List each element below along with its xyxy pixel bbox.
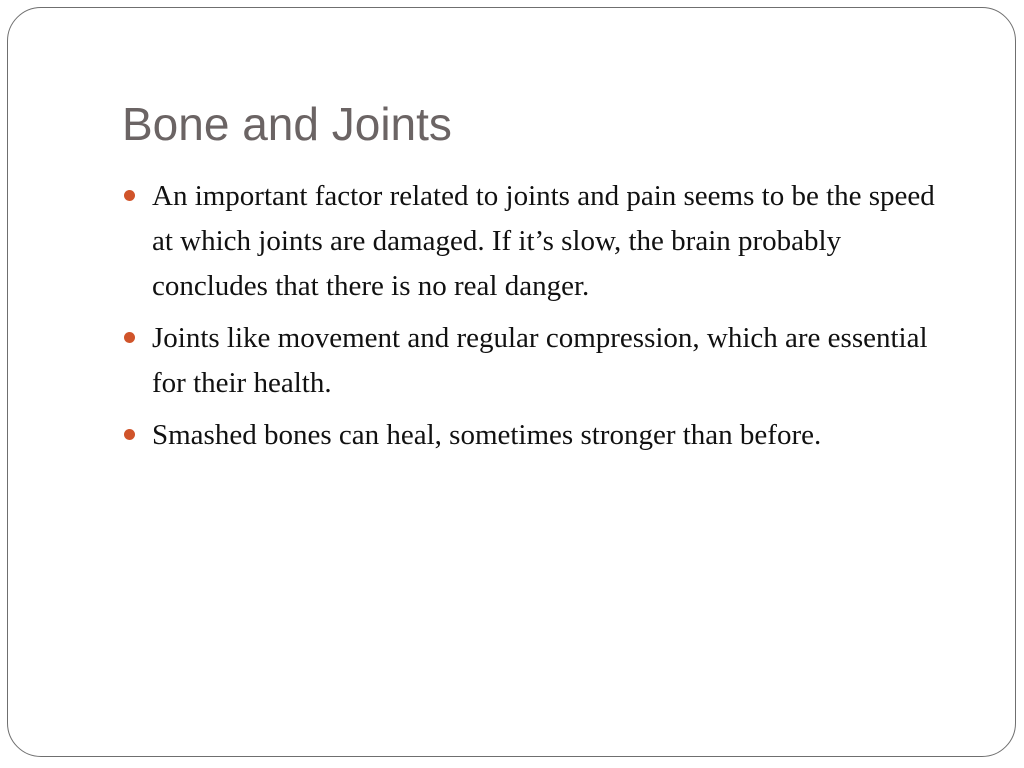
- bullet-item: [124, 413, 954, 458]
- bullet-dot-icon: [124, 332, 135, 343]
- bullet-text: Joints like movement and regular compression, which are essential for their health.: [152, 322, 928, 399]
- slide-title: Bone and Joints: [122, 98, 452, 150]
- bullet-item: [124, 174, 954, 309]
- bullet-dot-icon: [124, 429, 135, 440]
- slide-frame: [7, 7, 1016, 757]
- bullet-list: [124, 174, 954, 465]
- bullet-dot-icon: [124, 190, 135, 201]
- bullet-text: Smashed bones can heal, sometimes stronger than before.: [152, 419, 822, 451]
- bullet-item: [124, 316, 954, 406]
- bullet-text: An important factor related to joints and pain seems to be the speed at which joints are damaged. If it’s slow, the brain probably concludes that there is no real danger.: [152, 180, 935, 302]
